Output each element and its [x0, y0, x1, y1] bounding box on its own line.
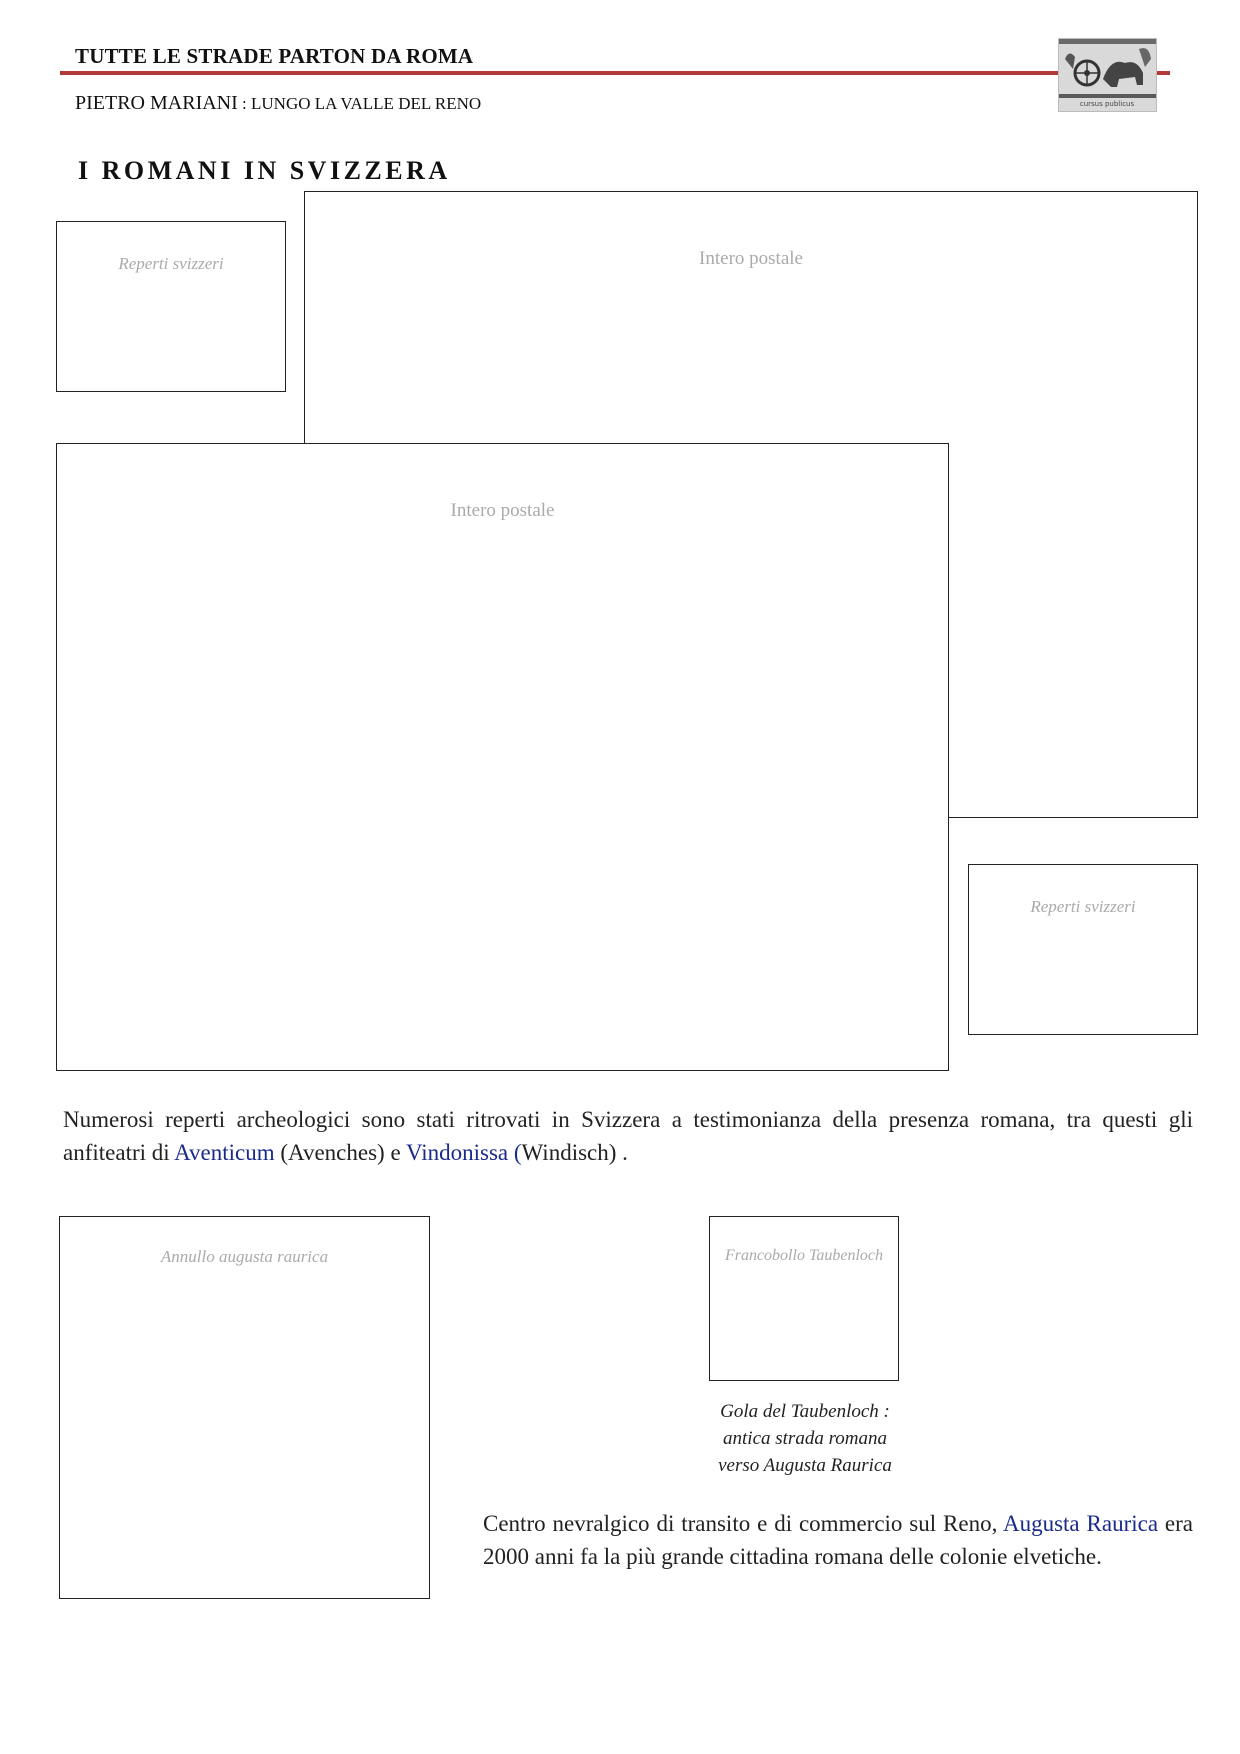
frame-placeholder-label: Annullo augusta raurica — [160, 1247, 329, 1266]
header-rule — [60, 71, 1168, 75]
paragraph-text: Windisch) . — [521, 1140, 628, 1165]
logo-relief-image — [1059, 39, 1156, 111]
caption-line: antica strada romana — [723, 1428, 887, 1449]
header-title: TUTTE LE STRADE PARTON DA ROMA — [75, 44, 474, 68]
caption-line: verso Augusta Raurica — [718, 1455, 892, 1476]
logo-caption: cursus publicus — [1079, 100, 1135, 108]
frame-placeholder-label: Intero postale — [450, 500, 555, 521]
vindonissa-link[interactable]: Vindonissa ( — [405, 1140, 522, 1165]
paragraph-text: Centro nevralgico di transito e di commercio sul Reno, — [483, 1511, 1003, 1536]
section-title: I ROMANI IN SVIZZERA — [78, 156, 451, 185]
cursus-publicus-logo — [1058, 38, 1157, 112]
caption-line: Gola del Taubenloch : — [720, 1401, 890, 1422]
augusta-raurica-paragraph — [483, 1507, 1193, 1573]
paragraph-text: Numerosi reperti archeologici sono stati ritrovati in Svizzera a testimonianza della presenza romana, tra questi gli anfiteatri di — [63, 1107, 1193, 1165]
author-name: PIETRO MARIANI — [75, 92, 238, 114]
frame-placeholder-label: Reperti svizzeri — [1030, 897, 1136, 916]
header-separator: : — [237, 94, 252, 113]
aventicum-link[interactable]: Aventicum — [174, 1140, 275, 1165]
taubenloch-caption — [700, 1398, 910, 1479]
frame-placeholder-label: Reperti svizzeri — [118, 254, 224, 273]
paragraph-text: (Avenches) e — [274, 1140, 406, 1165]
augusta-raurica-link[interactable]: Augusta Raurica — [1002, 1511, 1159, 1536]
intro-paragraph — [63, 1103, 1193, 1169]
reperti-svizzeri-frame-bottom — [968, 864, 1198, 1035]
frame-placeholder-label: Intero postale — [699, 248, 803, 269]
francobollo-taubenloch-frame — [709, 1216, 899, 1381]
paragraph-text: era 2000 anni fa la più grande cittadina romana delle colonie elvetiche. — [483, 1511, 1194, 1569]
header-subtitle-text: LUNGO LA VALLE DEL RENO — [251, 94, 482, 113]
header-rule-end — [1158, 71, 1170, 75]
annullo-augusta-raurica-frame — [59, 1216, 430, 1599]
intero-postale-frame-front — [56, 443, 949, 1071]
reperti-svizzeri-frame-top — [56, 221, 286, 392]
header-subtitle — [75, 92, 481, 115]
frame-placeholder-label: Francobollo Taubenloch — [724, 1247, 884, 1264]
